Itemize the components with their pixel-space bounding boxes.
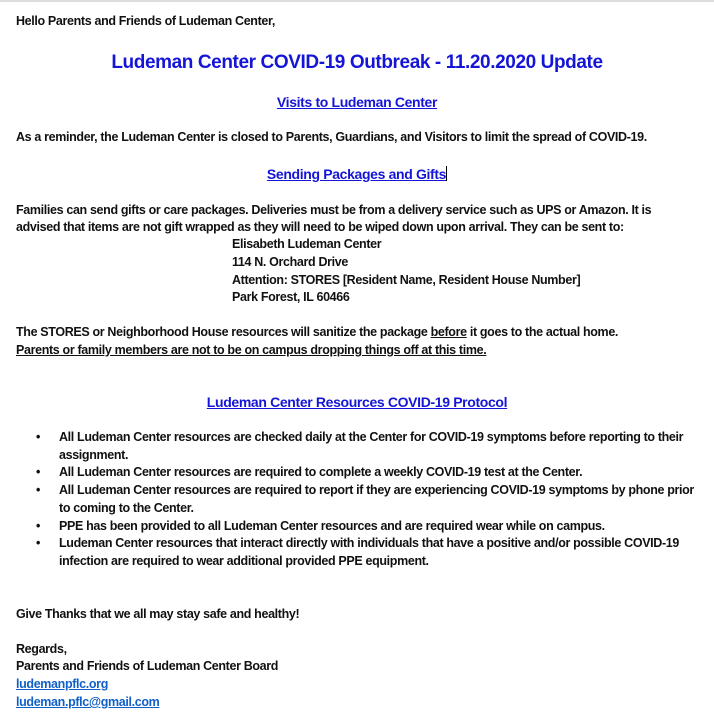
sanitize-pre: The STORES or Neighborhood House resources will sanitize the package: [16, 325, 431, 339]
bullet-text: All Ludeman Center resources are required to complete a weekly COVID-19 test at the Center.: [59, 465, 583, 480]
protocol-bullet: [16, 464, 706, 482]
address-line: Elisabeth Ludeman Center: [232, 237, 382, 251]
protocol-list: [16, 429, 706, 571]
sanitize-emphasis: before: [430, 325, 467, 339]
greeting: Hello Parents and Friends of Ludeman Center,: [16, 14, 275, 28]
email-link[interactable]: ludeman.pflc@gmail.com: [16, 695, 160, 709]
bullet-icon: •: [36, 483, 41, 498]
bullet-text: Ludeman Center resources that interact directly with individuals that have a positive and/or possible COVID-19 infection are required to wear additional provided PPE equipment.: [59, 536, 679, 568]
address-line: Park Forest, IL 60466: [232, 290, 350, 304]
bullet-icon: •: [36, 430, 41, 444]
bullet-text: PPE has been provided to all Ludeman Center resources and are required wear while on campus.: [59, 518, 605, 533]
document-title: Ludeman Center COVID-19 Outbreak - 11.20.2020 Update: [111, 52, 603, 73]
packages-heading: [0, 166, 714, 184]
bullet-icon: •: [36, 518, 41, 533]
bullet-icon: •: [36, 536, 41, 551]
regards: Regards,: [16, 642, 67, 656]
signature: Parents and Friends of Ludeman Center Board: [16, 659, 279, 673]
sanitize-post: it goes to the actual home.: [466, 325, 619, 339]
protocol-bullet: [16, 429, 706, 464]
visits-text: As a reminder, the Ludeman Center is closed to Parents, Guardians, and Visitors to limit the spread of COVID-19.: [16, 130, 647, 144]
protocol-bullet: [16, 482, 706, 517]
bullet-icon: •: [36, 465, 41, 480]
protocol-bullet: [16, 518, 706, 536]
window-edge: [0, 0, 714, 2]
bullet-text: All Ludeman Center resources are checked daily at the Center for COVID-19 symptoms before reporting to their assignment.: [59, 430, 684, 462]
website-link[interactable]: ludemanpflc.org: [16, 677, 108, 691]
packages-heading-text: Sending Packages and Gifts: [266, 166, 447, 182]
protocol-bullet: [16, 535, 706, 570]
protocol-heading: Ludeman Center Resources COVID-19 Protocol: [206, 394, 508, 410]
text-cursor: [446, 166, 447, 181]
closing-text: Give Thanks that we all may stay safe and healthy!: [16, 607, 300, 621]
sanitize-text: [16, 324, 701, 342]
no-campus-notice: Parents or family members are not to be on campus dropping things off at this time.: [16, 343, 487, 357]
bullet-text: All Ludeman Center resources are required to report if they are experiencing COVID-19 symptoms by phone prior to coming to the Center.: [59, 483, 694, 515]
packages-line-2: advised that items are not gift wrapped as they will need to be wiped down upon arrival. They can be sent to:: [16, 220, 624, 234]
visits-heading: Visits to Ludeman Center: [276, 94, 438, 110]
address-line: 114 N. Orchard Drive: [232, 255, 348, 269]
packages-line-1: Families can send gifts or care packages. Deliveries must be from a delivery service such as UPS or Amazon. It is: [16, 203, 652, 217]
address-line: Attention: STORES [Resident Name, Resident House Number]: [232, 273, 581, 287]
